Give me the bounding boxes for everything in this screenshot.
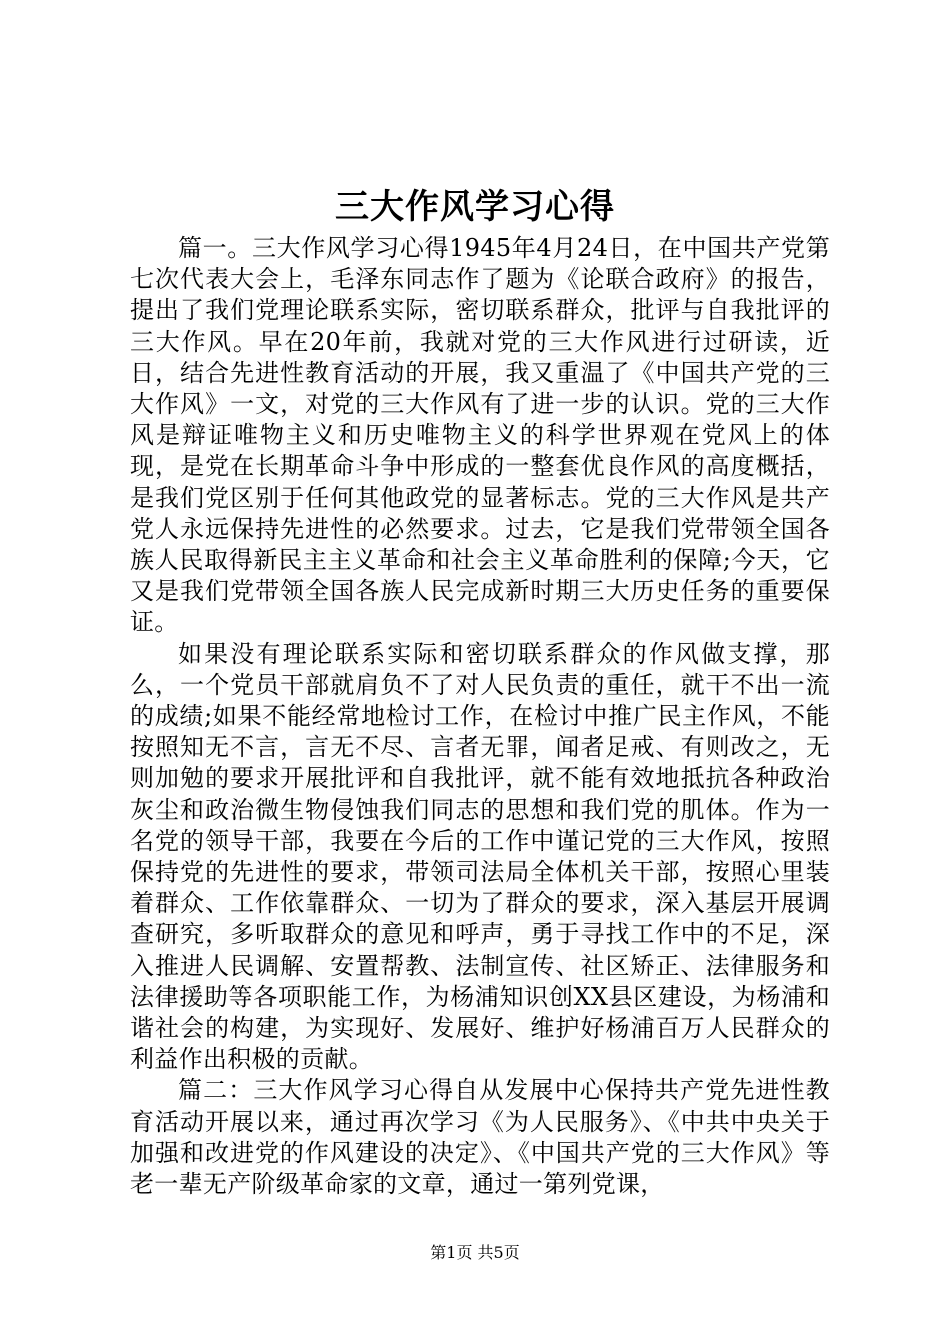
paragraph-1: 篇一。三大作风学习心得1945年4月24日，在中国共产党第七次代表大会上，毛泽东同志作了题为《论联合政府》的报告，提出了我们党理论联系实际，密切联系群众，批评与自我批评的三大作风。早在20年前，我就对党的三大作风进行过研读，近日，结合先进性教育活动的开展，我又重温了《中国共产党的三大作风》一文，对党的三大作风有了进一步的认识。党的三大作风是辩证唯物主义和历史唯物主义的科学世界观在党风上的体现，是党在长期革命斗争中形成的一整套优良作风的高度概括，是我们党区别于任何其他政党的显著标志。党的三大作风是共产党人永远保持先进性的必然要求。过去，它是我们党带领全国各族人民取得新民主主义革命和社会主义革命胜利的保障;今天，它又是我们党带领全国各族人民完成新时期三大历史任务的重要保证。 [130, 234, 830, 637]
document-title: 三大作风学习心得 [335, 187, 615, 227]
document-body [130, 233, 830, 1200]
paragraph-2: 如果没有理论联系实际和密切联系群众的作风做支撑，那么，一个党员干部就肩负不了对人民负责的重任，就干不出一流的成绩;如果不能经常地检讨工作，在检讨中推广民主作风，不能按照知无不言，言无不尽、言者无罪，闻者足戒、有则改之，无则加勉的要求开展批评和自我批评，就不能有效地抵抗各种政治灰尘和政治微生物侵蚀我们同志的思想和我们党的肌体。作为一名党的领导干部，我要在今后的工作中谨记党的三大作风，按照保持党的先进性的要求，带领司法局全体机关干部，按照心里装着群众、工作依靠群众、一切为了群众的要求，深入基层开展调查研究，多听取群众的意见和呼声，勇于寻找工作中的不足，深入推进人民调解、安置帮教、法制宣传、社区矫正、法律服务和法律援助等各项职能工作，为杨浦知识创XX县区建设，为杨浦和谐社会的构建，为实现好、发展好、维护好杨浦百万人民群众的利益作出积极的贡献。 [130, 639, 830, 1074]
paragraph-3: 篇二：三大作风学习心得自从发展中心保持共产党先进性教育活动开展以来，通过再次学习《为人民服务》、《中共中央关于加强和改进党的作风建设的决定》、《中国共产党的三大作风》等老一辈无产阶级革命家的文章，通过一第列党课， [130, 1076, 830, 1199]
page-footer: 第1页 共5页 [430, 1243, 520, 1262]
